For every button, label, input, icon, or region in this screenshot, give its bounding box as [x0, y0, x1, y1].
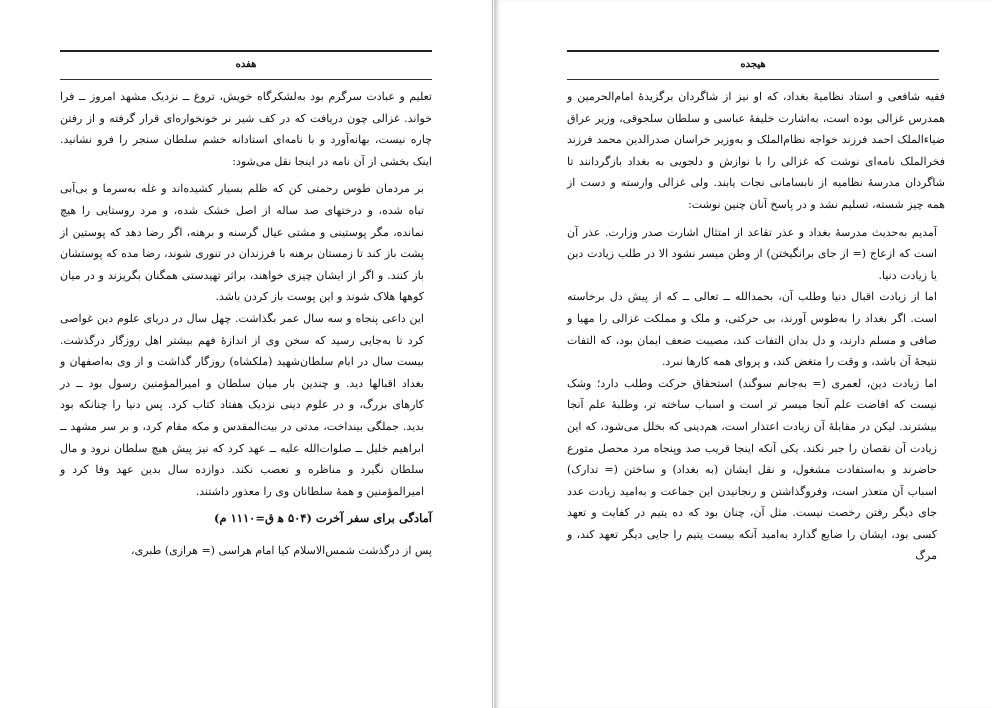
quoted-letter-paragraph: اما از زیادت اقبال دنیا وطلب آن، بحمدالله ــ تعالی ــ که از پیش دل برخاسته است. اگر بغداد را به‌طوس آورند، بی حرکتی، و ملک و مملکت غزالی را مهیا و صافی و مسلم دارند، و دل بدان التفات کند، مصیبت ضعف ایمان بود، که التفات نتیجهٔ آن باشد، و وقت را متغض کند، و پروای همه کارها نبرد. — [567, 290, 937, 369]
left-page — [0, 0, 493, 708]
page-number: هیجده — [740, 59, 766, 70]
page-body — [567, 86, 945, 567]
page-header — [60, 50, 432, 80]
paragraph: فقیه شافعی و استاد نظامیهٔ بغداد، که او نیز از شاگردان برگزیدهٔ امام‌الحرمین و همدرس غزالی بوده است، به‌اشارت خلیفهٔ عباسی و سلطان سلجوقی، وزیر عراق ضیاءالملک احمد فرزند خواجه نظام‌الملک و به‌وزیر خراسان صدرالدین محمد فرزند فخرالملک نامه‌ای نوشت که غزالی را با نوازش و دلجویی به بغداد بازگردانند تا شاگردان مدرسهٔ نظامیه از نابسامانی نجات یابند. ولی غزالی وارسته و دست از همه چیز شسته، تسلیم نشد و در پاسخ آنان چنین نوشت: — [567, 90, 945, 211]
paragraph: پس از درگذشت شمس‌الاسلام کیا امام هراسی (= هرازی) طبری، — [131, 543, 432, 557]
quoted-letter-paragraph: آمدیم به‌حدیث مدرسهٔ بغداد و عذر تقاعد از امتثال اشارت صدر وزارت. عذر آن است که ازعاج (= از جای برانگیختن) از وطن میسر نشود الا در طلب زیادت دین یا زیادت دنیا. — [567, 225, 937, 282]
right-page — [494, 0, 992, 708]
quoted-letter-paragraph: این داعی پنجاه و سه سال عمر بگذاشت. چهل سال در دریای علوم دین غواصی کرد تا به‌جایی رسید که سخن وی از اندازهٔ فهم بیشتر اهل روزگار درگذشت. بیست سال در ایام سلطان‌شهید (ملکشاه) روزگار گذاشت و از وی به‌اصفهان و بغداد اقبالها دید. و چندین بار میان سلطان و امیرالمؤمنین رسول بود ــ در کارهای بزرگ، و در علوم دینی نزدیک هفتاد کتاب کرد. پس دنیا را چنانکه بود بدید. جملگی بینداخت، مدتی در بیت‌المقدس و مکه مقام کرد، و بر سر مشهد ــ ابراهیم خلیل ــ صلوات‌الله علیه ــ عهد کرد که نیز پیش هیچ سلطان نرود و مال سلطان نگیرد و مناظره و تعصب نکند. دوازده سال بدین عهد وفا کرد و امیرالمؤمنین و همهٔ سلطانان وی را معذور داشتند. — [60, 311, 424, 498]
page-body — [60, 86, 432, 561]
quoted-letter-paragraph: اما زیادت دین، لعمری (= به‌جانم سوگند) استحقاق حرکت وطلب دارد؛ وشک نیست که افاضت علم آنجا میسر تر است و اسباب ساخته تر، وطلبهٔ علم آنجا بیشترند. لیکن در مقابلهٔ آن زیادت اعتذار است، هم‌دینی که بخلل می‌شود، که این زیادت آن نقصان را جبر نکند. یکی آنکه اینجا قریب صد وپنجاه مرد محصل متورع حاضرند و به‌استفادت مشغول، و نقل ایشان (به بغداد) و ساختن (= تدارک) اسباب آن متعذر است، وفروگذاشتن و رنجانیدن این جماعت و به‌امید زیادت عدد جای دیگر رفتن رخصت نیست. مثل آن، چنان بود که ده یتیم در کفایت و تعهد کسی بود، ایشان را ضایع گذارد به‌امید آنکه بیست یتیم را جایی دیگر تعهد کند، و مرگ — [567, 376, 937, 563]
paragraph: تعلیم و عبادت سرگرم بود به‌لشکرگاه خویش، تروغ ــ نزدیک مشهد امروز ــ فرا خواند. غزالی چون دریافت که در کف شیر نر خونخواره‌ای قرار گرفته و از رفتن چاره نیست، بهانه‌آورد و با نامه‌ای استادانه خشم سلطان سنجر را فرو نشانید. اینک بخشی از آن نامه در اینجا نقل می‌شود: — [60, 90, 432, 168]
section-heading: آمادگی برای سفر آخرت (۵۰۴ ه‍ ق=۱۱۱۰ م) — [214, 511, 432, 526]
page-header — [567, 50, 939, 80]
page-number: هفده — [235, 59, 257, 70]
quoted-letter-paragraph: بر مردمان طوس رحمتی کن که ظلم بسیار کشیده‌اند و غله به‌سرما و بی‌آبی تباه شده، و درختهای صد ساله از اصل خشک شده، و مرد روستایی را هیچ نمانده، مگر پوستینی و مشتی عیال گرسنه و برهنه، اگر رضا دهد که پوستین از پشت باز کند تا زمستان برهنه با فرزندان در تنوری شوند، رضا مده که پوستشان باز کنند. و اگر از ایشان چیزی خواهند، براثر تهیدستی همگنان بگریزند و در میان کوهها هلاک شوند و این پوست باز کردن باشد. — [60, 182, 424, 304]
